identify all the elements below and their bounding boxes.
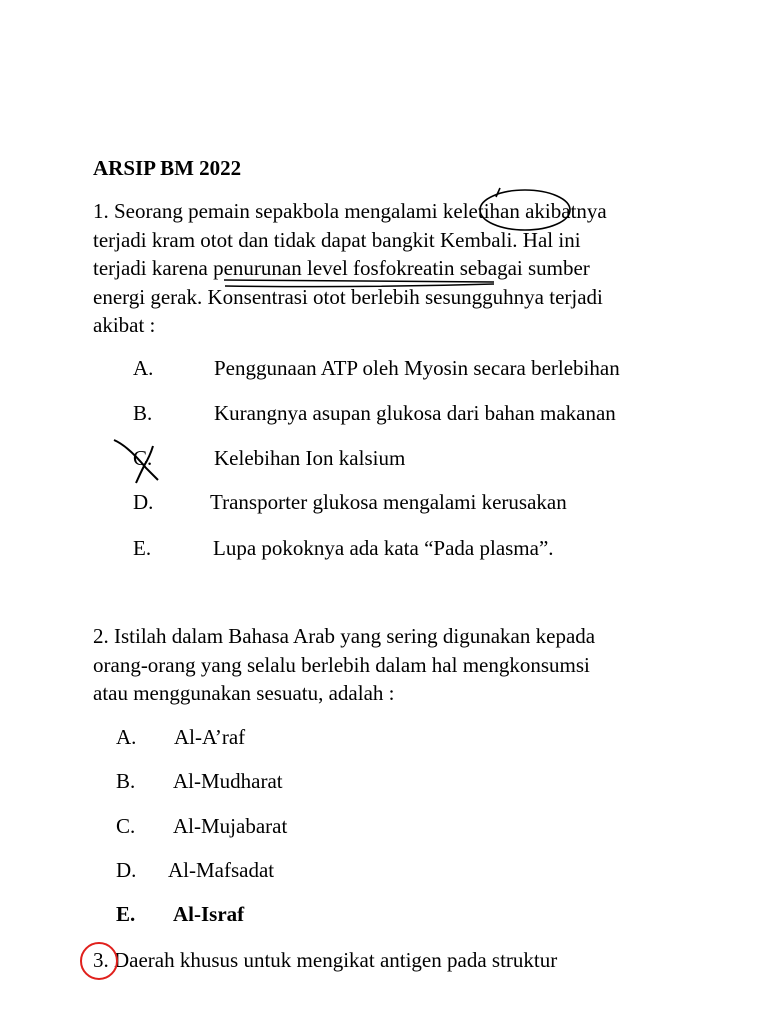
option-letter: D. bbox=[116, 858, 137, 882]
question-3-text bbox=[93, 946, 557, 975]
question-1-line: akibat : bbox=[93, 313, 156, 337]
question-3-line: 3. Daerah khusus untuk mengikat antigen pada struktur bbox=[93, 948, 558, 972]
question-2-line: orang-orang yang selalu berlebih dalam hal mengkonsumsi bbox=[93, 652, 590, 677]
option-text: Al-A’raf bbox=[174, 725, 246, 749]
option-letter: D. bbox=[133, 490, 154, 514]
option-text: Al-Israf bbox=[173, 902, 245, 926]
question-1-line: terjadi karena penurunan level fosfokreatin sebagai sumber bbox=[93, 256, 590, 280]
document-heading: ARSIP BM 2022 bbox=[93, 156, 242, 180]
option-text: Transporter glukosa mengalami kerusakan bbox=[210, 490, 567, 514]
option-letter: E. bbox=[133, 536, 152, 560]
option-letter: A. bbox=[116, 725, 137, 749]
question-1-line: energi gerak. Konsentrasi otot berlebih sesungguhnya terjadi bbox=[93, 284, 603, 309]
option-letter: C. bbox=[133, 446, 153, 470]
question-1-line: 1. Seorang pemain sepakbola mengalami keletihan akibatnya bbox=[93, 199, 607, 223]
option-text: Penggunaan ATP oleh Myosin secara berlebihan bbox=[214, 356, 620, 380]
question-2-line: 2. Istilah dalam Bahasa Arab yang sering digunakan kepada bbox=[93, 624, 596, 648]
question-1-text bbox=[93, 197, 607, 340]
question-2-line: atau menggunakan sesuatu, adalah : bbox=[93, 681, 395, 705]
option-letter: E. bbox=[116, 902, 136, 926]
option-letter: C. bbox=[116, 814, 136, 838]
option-text: Kurangnya asupan glukosa dari bahan makanan bbox=[214, 401, 616, 425]
option-letter: B. bbox=[116, 769, 136, 793]
option-text: Al-Mudharat bbox=[173, 769, 283, 793]
option-text: Al-Mujabarat bbox=[173, 814, 288, 838]
option-text: Al-Mafsadat bbox=[168, 858, 275, 882]
circle-tail-mark bbox=[496, 188, 500, 197]
option-letter: A. bbox=[133, 356, 154, 380]
question-1-line: terjadi kram otot dan tidak dapat bangkit Kembali. Hal ini bbox=[93, 227, 581, 252]
option-text: Kelebihan Ion kalsium bbox=[214, 446, 406, 470]
question-2-text bbox=[93, 622, 595, 708]
option-letter: B. bbox=[133, 401, 153, 425]
option-text: Lupa pokoknya ada kata “Pada plasma”. bbox=[213, 536, 554, 560]
